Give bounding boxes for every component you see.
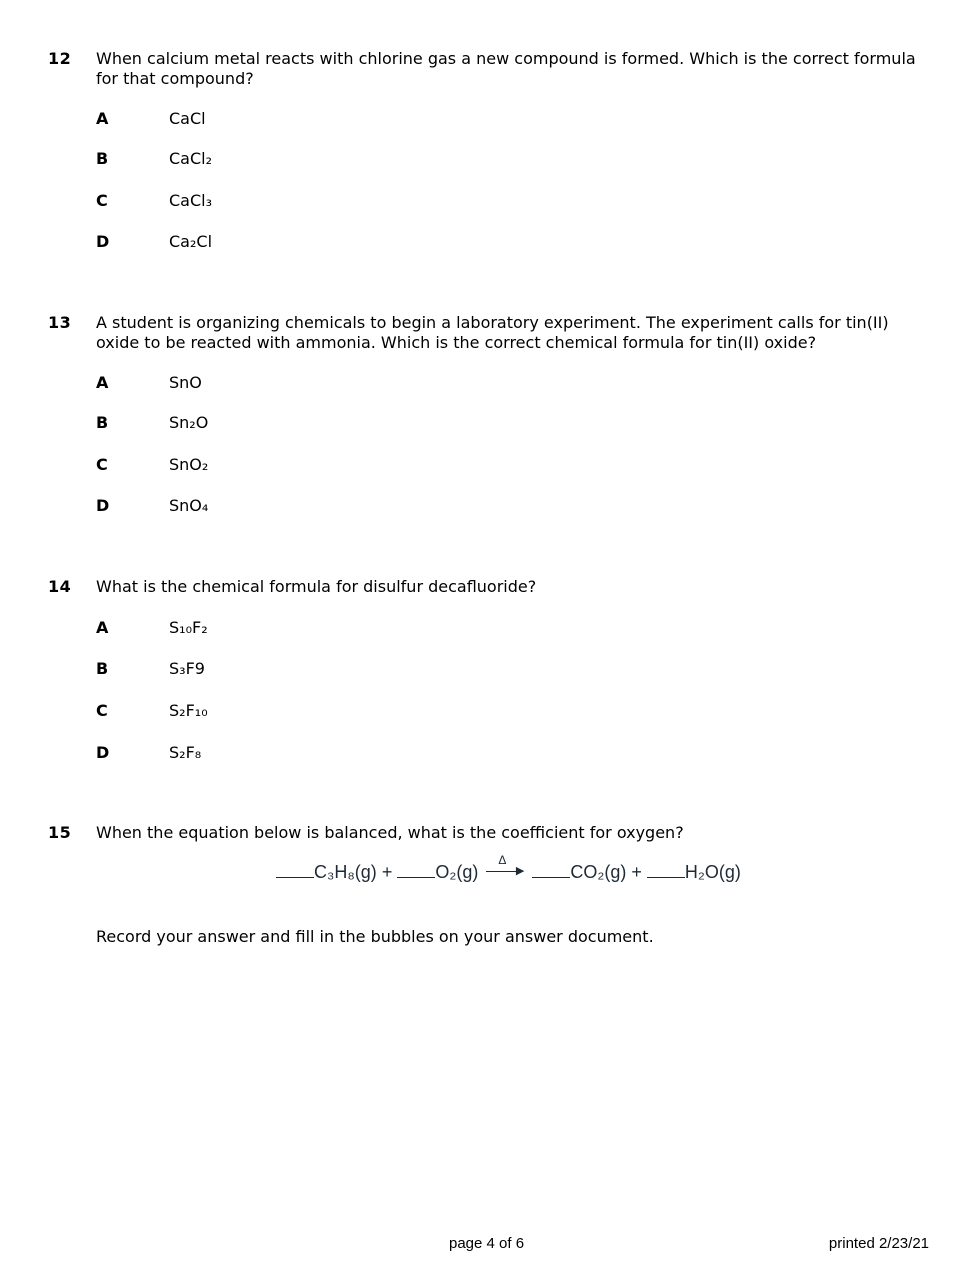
question-number: 15: [48, 823, 72, 842]
coefficient-blank-1: [276, 859, 314, 878]
equation-term-water: H₂O(g): [684, 862, 741, 882]
option-letter: C: [96, 455, 108, 474]
chemical-equation: [276, 852, 741, 889]
reaction-arrow: [486, 852, 525, 886]
option-formula: S₃F9: [169, 659, 205, 678]
option-formula: CaCl₃: [169, 191, 213, 210]
coefficient-blank-4: [647, 859, 685, 878]
equation-plus: +: [381, 862, 393, 882]
option-letter: B: [96, 659, 109, 678]
option-formula: SnO: [169, 373, 202, 392]
option-letter: A: [96, 109, 109, 128]
option-formula: Sn₂O: [169, 413, 209, 432]
option-formula: CaCl: [169, 109, 206, 128]
option-letter: C: [96, 191, 108, 210]
question-text: When the equation below is balanced, what is the coefficient for oxygen?: [96, 823, 684, 842]
question-text: When calcium metal reacts with chlorine gas a new compound is formed. Which is the correct formula for that compound?: [96, 49, 916, 88]
option-formula: S₁₀F₂: [169, 618, 208, 637]
option-letter: A: [96, 618, 109, 637]
option-letter: B: [96, 413, 109, 432]
option-letter: C: [96, 701, 108, 720]
option-formula: Ca₂Cl: [169, 232, 213, 251]
arrow-head-icon: ▶: [515, 864, 525, 877]
equation-term-carbon-dioxide: CO₂(g): [570, 862, 627, 882]
equation-term-oxygen: O₂(g): [435, 862, 479, 882]
option-letter: D: [96, 232, 110, 251]
question-number: 13: [48, 313, 72, 332]
option-formula: CaCl₂: [169, 149, 213, 168]
heat-symbol: Δ: [498, 852, 507, 867]
equation-term-propane: C₃H₈(g): [314, 862, 377, 882]
question-number: 12: [48, 49, 72, 68]
option-letter: A: [96, 373, 109, 392]
option-formula: SnO₄: [169, 496, 209, 515]
option-letter: D: [96, 743, 110, 762]
page-number: page 4 of 6: [449, 1235, 525, 1252]
option-formula: S₂F₁₀: [169, 701, 208, 720]
option-letter: B: [96, 149, 109, 168]
coefficient-blank-3: [532, 859, 570, 878]
option-formula: S₂F₈: [169, 743, 202, 762]
option-letter: D: [96, 496, 110, 515]
question-number: 14: [48, 577, 72, 596]
answer-instruction: Record your answer and fill in the bubbles on your answer document.: [96, 927, 654, 946]
coefficient-blank-2: [397, 859, 435, 878]
question-text: A student is organizing chemicals to begin a laboratory experiment. The experiment calls for tin(II) oxide to be reacted with ammonia. Which is the correct chemical formula for tin(II) oxide?: [96, 313, 889, 352]
option-formula: SnO₂: [169, 455, 209, 474]
question-text: What is the chemical formula for disulfur decafluoride?: [96, 577, 537, 596]
equation-plus: +: [631, 862, 642, 882]
printed-date: printed 2/23/21: [828, 1235, 929, 1252]
